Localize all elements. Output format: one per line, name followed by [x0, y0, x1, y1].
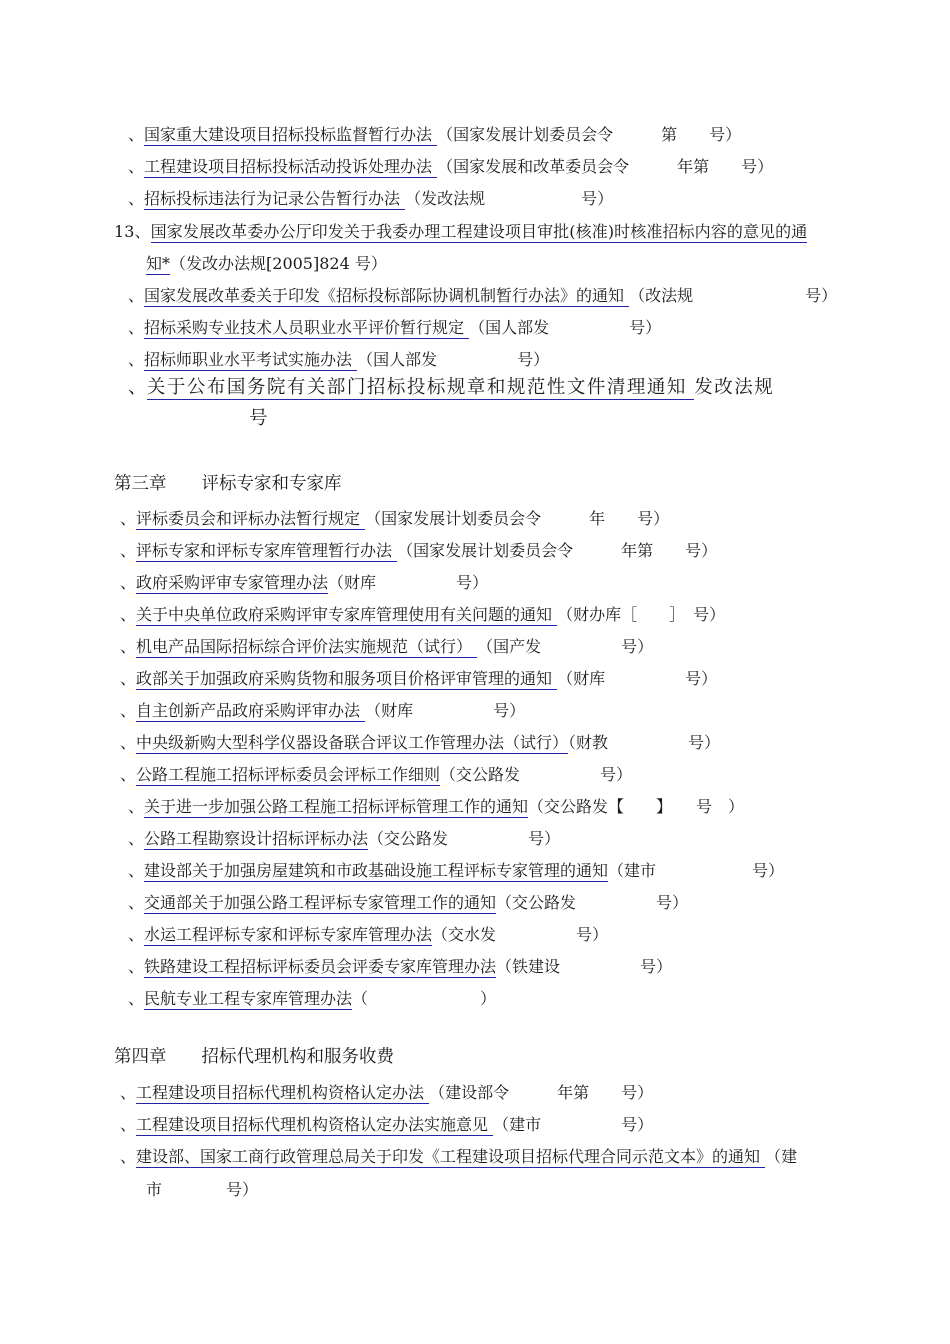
document-link[interactable]: 工程建设项目招标代理机构资格认定办法 [136, 1083, 430, 1102]
list-item: 、招标投标违法行为记录公告暂行办法 （发改法规 号） [128, 189, 614, 208]
document-link[interactable]: 交通部关于加强公路工程评标专家管理工作的通知 [144, 893, 497, 912]
list-item: 、国家发展改革委关于印发《招标投标部际协调机制暂行办法》的通知 （改法规 号） [128, 286, 838, 305]
document-link[interactable]: 招标采购专业技术人员职业水平评价暂行规定 [144, 318, 470, 337]
document-link[interactable]: 公路工程勘察设计招标评标办法 [144, 829, 369, 848]
document-link[interactable]: 国家重大建设项目招标投标监督暂行办法 [144, 125, 438, 144]
list-item: 、公路工程勘察设计招标评标办法（交公路发 号） [128, 829, 561, 848]
document-link[interactable]: 公路工程施工招标评标委员会评标工作细则 [136, 765, 441, 784]
document-link[interactable]: 自主创新产品政府采购评审办法 [136, 701, 366, 720]
document-link[interactable]: 水运工程评标专家和评标专家库管理办法 [144, 925, 433, 944]
chapter-heading: 第三章 评标专家和专家库 [114, 474, 342, 494]
list-item: 、机电产品国际招标综合评价法实施规范（试行） （国产发 号） [120, 637, 654, 656]
list-item: 、评标委员会和评标办法暂行规定 （国家发展计划委员会令 年 号） [120, 509, 670, 528]
document-link[interactable]: 招标师职业水平考试实施办法 [144, 350, 358, 369]
list-item-continuation: 号 [249, 408, 268, 429]
list-item: 、关于中央单位政府采购评审专家库管理使用有关问题的通知 （财办库［ ］ 号） [120, 605, 726, 624]
document-link[interactable]: 民航专业工程专家库管理办法 [144, 989, 353, 1008]
document-link[interactable]: 评标专家和评标专家库管理暂行办法 [136, 541, 398, 560]
document-link[interactable]: 关于进一步加强公路工程施工招标评标管理工作的通知 [144, 797, 529, 816]
list-item: 、关于进一步加强公路工程施工招标评标管理工作的通知（交公路发【 】 号 ） [128, 797, 745, 816]
document-link[interactable]: 机电产品国际招标综合评价法实施规范（试行） [136, 637, 478, 656]
list-item: 、民航专业工程专家库管理办法（ ） [128, 989, 497, 1008]
list-item: 、公路工程施工招标评标委员会评标工作细则（交公路发 号） [120, 765, 633, 784]
document-link[interactable]: 评标委员会和评标办法暂行规定 [136, 509, 366, 528]
list-item: 、国家重大建设项目招标投标监督暂行办法 （国家发展计划委员会令 第 号） [128, 125, 742, 144]
document-link[interactable]: 政部关于加强政府采购货物和服务项目价格评审管理的通知 [136, 669, 558, 688]
list-item-continuation: 市 号） [146, 1180, 259, 1199]
list-item: 、中央级新购大型科学仪器设备联合评议工作管理办法（试行）（财教 号） [120, 733, 721, 752]
list-item: 、工程建设项目招标投标活动投诉处理办法 （国家发展和改革委员会令 年第 号） [128, 157, 774, 176]
document-link[interactable]: 铁路建设工程招标评标委员会评委专家库管理办法 [144, 957, 497, 976]
document-link[interactable]: 知* [146, 254, 171, 273]
list-item: 、招标师职业水平考试实施办法 （国人部发 号） [128, 350, 550, 369]
document-link[interactable]: 工程建设项目招标代理机构资格认定办法实施意见 [136, 1115, 494, 1134]
document-link[interactable]: 国家发展改革委办公厅印发关于我委办理工程建设项目审批(核准)时核准招标内容的意见的通 [150, 222, 808, 241]
document-link[interactable]: 建设部、国家工商行政管理总局关于印发《工程建设项目招标代理合同示范文本》的通知 [136, 1147, 766, 1166]
list-item: 、工程建设项目招标代理机构资格认定办法 （建设部令 年第 号） [120, 1083, 654, 1102]
list-item: 、政部关于加强政府采购货物和服务项目价格评审管理的通知 （财库 号） [120, 669, 718, 688]
document-link[interactable]: 关于公布国务院有关部门招标投标规章和规范性文件清理通知 [146, 377, 695, 398]
list-item: 、政府采购评审专家管理办法（财库 号） [120, 573, 489, 592]
list-item: 、自主创新产品政府采购评审办法 （财库 号） [120, 701, 526, 720]
chapter-heading: 第四章 招标代理机构和服务收费 [114, 1047, 394, 1067]
list-item: 、水运工程评标专家和评标专家库管理办法（交水发 号） [128, 925, 609, 944]
list-item: 、建设部、国家工商行政管理总局关于印发《工程建设项目招标代理合同示范文本》的通知 （建 [120, 1147, 798, 1166]
list-item: 、交通部关于加强公路工程评标专家管理工作的通知（交公路发 号） [128, 893, 689, 912]
document-link[interactable]: 政府采购评审专家管理办法 [136, 573, 329, 592]
document-link[interactable]: 国家发展改革委关于印发《招标投标部际协调机制暂行办法》的通知 [144, 286, 630, 305]
document-link[interactable]: 招标投标违法行为记录公告暂行办法 [144, 189, 406, 208]
list-item: 13、国家发展改革委办公厅印发关于我委办理工程建设项目审批(核准)时核准招标内容的意见的通 [114, 222, 808, 241]
document-link[interactable]: 关于中央单位政府采购评审专家库管理使用有关问题的通知 [136, 605, 558, 624]
list-item: 、关于公布国务院有关部门招标投标规章和规范性文件清理通知 发改法规 [128, 377, 775, 398]
document-link[interactable]: 工程建设项目招标投标活动投诉处理办法 [144, 157, 438, 176]
list-item: 、铁路建设工程招标评标委员会评委专家库管理办法（铁建设 号） [128, 957, 673, 976]
list-item: 、评标专家和评标专家库管理暂行办法 （国家发展计划委员会令 年第 号） [120, 541, 718, 560]
document-link[interactable]: 中央级新购大型科学仪器设备联合评议工作管理办法（试行） [136, 733, 569, 752]
list-item: 、建设部关于加强房屋建筑和市政基础设施工程评标专家管理的通知（建市 号） [128, 861, 785, 880]
document-link[interactable]: 建设部关于加强房屋建筑和市政基础设施工程评标专家管理的通知 [144, 861, 609, 880]
list-item-continuation: 知*（发改办法规[2005]824 号） [146, 254, 387, 273]
list-item: 、工程建设项目招标代理机构资格认定办法实施意见 （建市 号） [120, 1115, 654, 1134]
list-item: 、招标采购专业技术人员职业水平评价暂行规定 （国人部发 号） [128, 318, 662, 337]
